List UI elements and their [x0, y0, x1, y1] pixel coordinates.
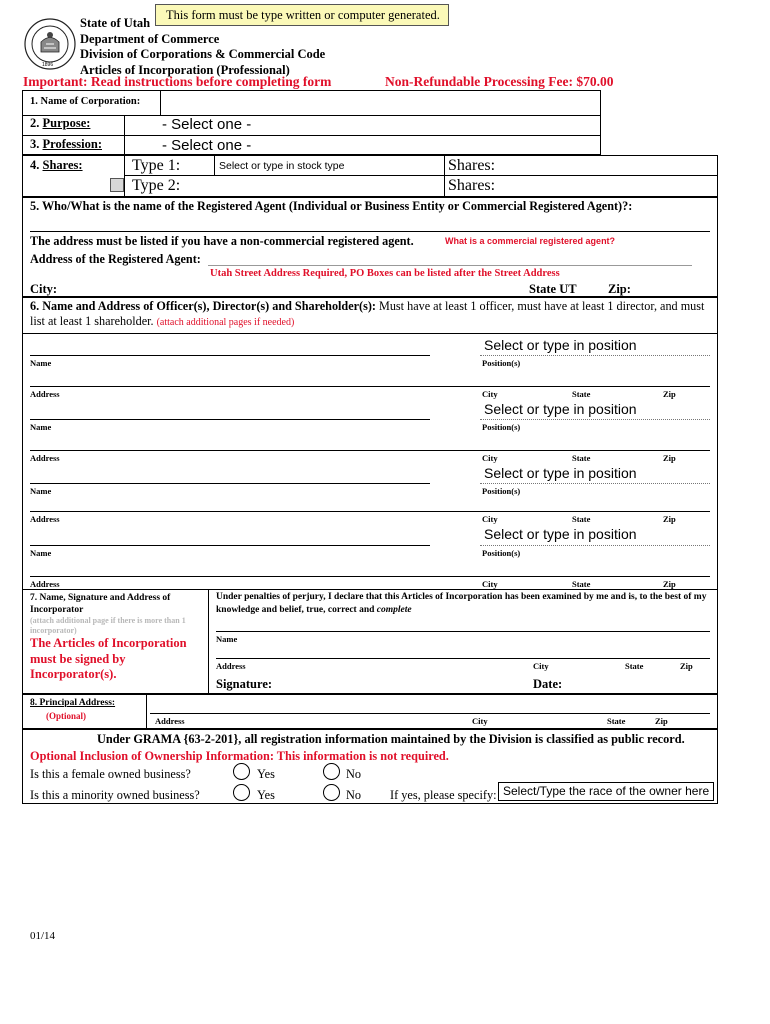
officer-position-label: Position(s): [482, 422, 521, 432]
incorporator-title: 7. Name, Signature and Address of Incorporator: [30, 593, 171, 615]
minority-owned-yes-radio[interactable]: [233, 784, 250, 801]
stock-type-input[interactable]: Select or type in stock type: [219, 160, 345, 172]
officer-address-input[interactable]: [30, 576, 710, 577]
division-name: Division of Corporations & Commercial Code: [80, 47, 326, 61]
officer-position-label: Position(s): [482, 548, 521, 558]
date-label: Date:: [533, 677, 563, 691]
officer-address-label: Address: [30, 514, 60, 524]
state-name: State of Utah: [80, 16, 151, 30]
agent-city-label: City:: [30, 282, 58, 296]
corporation-name-input[interactable]: [163, 92, 599, 114]
registered-agent-question: 5. Who/What is the name of the Registered Agent (Individual or Business Entity or Commercial Registered Agent)?:: [30, 199, 633, 213]
incorporator-address-label: Address: [216, 661, 246, 671]
officers-description: Must have at least 1 officer, must have at least 1 director, and must list at least 1 shareholder.: [30, 299, 705, 328]
female-owned-question: Is this a female owned business?: [30, 767, 191, 781]
seal-year: 1896: [42, 62, 54, 68]
officer-name-label: Name: [30, 548, 52, 558]
officer-name-label: Name: [30, 358, 52, 368]
purpose-label: 2. Purpose:: [30, 116, 91, 130]
officer-address-label: Address: [30, 389, 60, 399]
minority-owned-question: Is this a minority owned business?: [30, 788, 200, 802]
officer-name-input[interactable]: [30, 483, 430, 484]
shares-label: 4. Shares:: [30, 158, 83, 172]
profession-label: 3. Profession:: [30, 137, 102, 151]
purpose-select[interactable]: - Select one -: [162, 116, 252, 133]
officer-name-input[interactable]: [30, 545, 430, 546]
department-name: Department of Commerce: [80, 31, 220, 46]
female-owned-no-label: No: [346, 767, 362, 781]
shares-1-label: Shares:: [448, 157, 496, 174]
principal-address-input[interactable]: [150, 713, 710, 714]
officer-address-label: Address: [30, 453, 60, 463]
revision-date: 01/14: [30, 930, 56, 942]
female-owned-no-radio[interactable]: [323, 763, 340, 780]
ownership-title: Optional Inclusion of Ownership Information: This information is not required.: [30, 749, 449, 763]
officer-position-select[interactable]: Select or type in position: [484, 465, 637, 481]
officer-city-label: City: [482, 453, 498, 463]
officer-zip-label: Zip: [663, 579, 676, 589]
incorporator-city-label: City: [533, 661, 549, 671]
name-of-corporation-label: 1. Name of Corporation:: [30, 96, 141, 107]
female-owned-yes-label: Yes: [257, 767, 275, 781]
incorporator-address-input[interactable]: [216, 658, 710, 659]
officer-name-input[interactable]: [30, 419, 430, 420]
race-input[interactable]: Select/Type the race of the owner here: [498, 782, 714, 801]
principal-state-label: State: [607, 716, 626, 726]
section-4-box: [22, 155, 718, 197]
type-1-label: Type 1:: [132, 157, 181, 174]
officer-position-label: Position(s): [482, 358, 521, 368]
document-title: Articles of Incorporation (Professional): [80, 62, 290, 77]
specify-race-label: If yes, please specify:: [390, 788, 497, 802]
incorporator-state-label: State: [625, 661, 644, 671]
type-2-label: Type 2:: [132, 177, 181, 194]
officer-position-select[interactable]: Select or type in position: [484, 401, 637, 417]
officer-position-select[interactable]: Select or type in position: [484, 526, 637, 542]
address-note: The address must be listed if you have a non-commercial registered agent.: [30, 234, 414, 248]
officer-address-input[interactable]: [30, 386, 710, 387]
processing-fee: Non-Refundable Processing Fee: $70.00: [385, 74, 614, 89]
principal-optional-note: (Optional): [46, 711, 87, 721]
officer-city-label: City: [482, 514, 498, 524]
officer-state-label: State: [572, 579, 591, 589]
officer-position-label: Position(s): [482, 486, 521, 496]
officers-title: 6. Name and Address of Officer(s), Director(s) and Shareholder(s):: [30, 299, 376, 313]
minority-owned-no-radio[interactable]: [323, 784, 340, 801]
officer-address-input[interactable]: [30, 511, 710, 512]
officer-name-input[interactable]: [30, 355, 430, 356]
must-be-signed-note: The Articles of Incorporation must be signed by Incorporator(s).: [30, 636, 187, 681]
typed-form-notice: This form must be type written or computer generated.: [155, 4, 449, 26]
perjury-declaration: Under penalties of perjury, I declare that this Articles of Incorporation has been examined by me and is, to the best of my knowledge and belief, true, correct and complete: [216, 592, 707, 615]
officer-city-label: City: [482, 579, 498, 589]
officers-instructions: [30, 299, 710, 330]
officer-city-label: City: [482, 389, 498, 399]
officer-state-label: State: [572, 389, 591, 399]
agent-address-input[interactable]: [208, 265, 692, 266]
profession-select[interactable]: - Select one -: [162, 137, 252, 154]
incorporator-name-label: Name: [216, 634, 238, 644]
officers-attach-note: (attach additional pages if needed): [156, 317, 295, 328]
street-address-note: Utah Street Address Required, PO Boxes can be listed after the Street Address: [210, 268, 560, 279]
minority-owned-yes-label: Yes: [257, 788, 275, 802]
commercial-agent-link[interactable]: What is a commercial registered agent?: [445, 236, 616, 246]
officer-address-label: Address: [30, 579, 60, 589]
shares-2-label: Shares:: [448, 177, 496, 194]
officer-state-label: State: [572, 514, 591, 524]
principal-address-title: 8. Principal Address:: [30, 698, 116, 708]
agent-zip-label: Zip:: [608, 282, 631, 296]
officer-address-input[interactable]: [30, 450, 710, 451]
officer-name-label: Name: [30, 422, 52, 432]
agent-state-label: State UT: [529, 282, 577, 296]
officer-name-label: Name: [30, 486, 52, 496]
important-instructions: Important: Read instructions before completing form: [23, 74, 332, 89]
officer-zip-label: Zip: [663, 514, 676, 524]
type-2-checkbox[interactable]: [110, 178, 124, 192]
agent-address-label: Address of the Registered Agent:: [30, 252, 201, 266]
officer-state-label: State: [572, 453, 591, 463]
signature-label: Signature:: [216, 677, 273, 691]
officer-zip-label: Zip: [663, 389, 676, 399]
female-owned-yes-radio[interactable]: [233, 763, 250, 780]
incorporator-attach-note: (attach additional page if there is more than 1 incorporator): [30, 616, 186, 635]
principal-address-label: Address: [155, 716, 185, 726]
grama-notice: Under GRAMA {63-2-201}, all registration information maintained by the Division is classified as public record.: [97, 732, 685, 746]
incorporator-zip-label: Zip: [680, 661, 693, 671]
principal-zip-label: Zip: [655, 716, 668, 726]
officer-zip-label: Zip: [663, 453, 676, 463]
minority-owned-no-label: No: [346, 788, 362, 802]
incorporator-name-input[interactable]: [216, 631, 710, 632]
officer-position-select[interactable]: Select or type in position: [484, 337, 637, 353]
utah-state-seal-icon: [24, 18, 76, 70]
principal-city-label: City: [472, 716, 488, 726]
